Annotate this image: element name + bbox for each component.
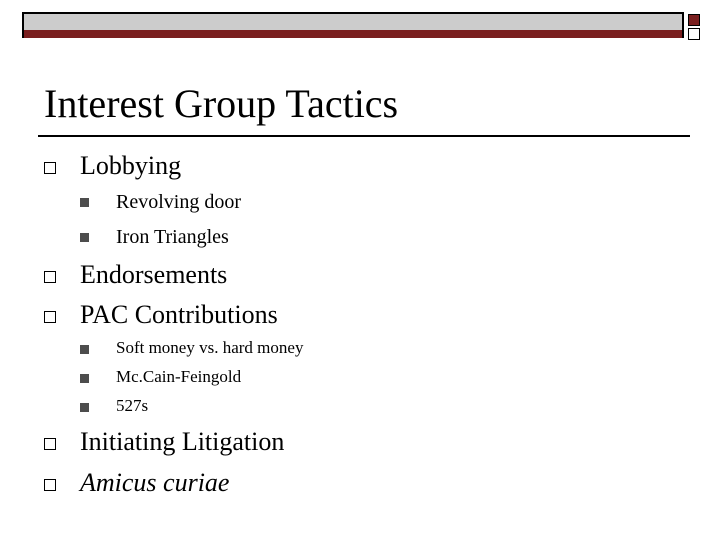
hollow-square-bullet-icon — [44, 479, 56, 491]
hollow-square-bullet-icon — [44, 438, 56, 450]
solid-square-bullet-icon — [80, 374, 89, 383]
slide-title: Interest Group Tactics — [44, 81, 399, 126]
solid-square-bullet-icon — [80, 345, 89, 354]
bullet-endorsements: Endorsements — [80, 260, 228, 289]
bullet-pac-contributions: PAC Contributions — [80, 300, 278, 329]
bullet-amicus-curiae: Amicus curiae — [80, 468, 230, 497]
bullet-initiating-litigation: Initiating Litigation — [80, 427, 285, 456]
sub-bullet-iron-triangles: Iron Triangles — [116, 226, 229, 248]
corner-square-white — [688, 28, 700, 40]
sub-bullet-soft-money: Soft money vs. hard money — [116, 338, 304, 357]
bullet-lobbying: Lobbying — [80, 151, 182, 180]
title-divider — [38, 135, 690, 137]
hollow-square-bullet-icon — [44, 162, 56, 174]
header-accent-stripe — [24, 30, 682, 38]
header-decor-bar — [22, 12, 684, 38]
solid-square-bullet-icon — [80, 198, 89, 207]
solid-square-bullet-icon — [80, 403, 89, 412]
hollow-square-bullet-icon — [44, 271, 56, 283]
sub-bullet-mccain-feingold: Mc.Cain-Feingold — [116, 367, 242, 386]
solid-square-bullet-icon — [80, 233, 89, 242]
sub-bullet-527s: 527s — [116, 396, 149, 415]
sub-bullet-revolving-door: Revolving door — [116, 191, 241, 213]
hollow-square-bullet-icon — [44, 311, 56, 323]
corner-square-maroon — [688, 14, 700, 26]
